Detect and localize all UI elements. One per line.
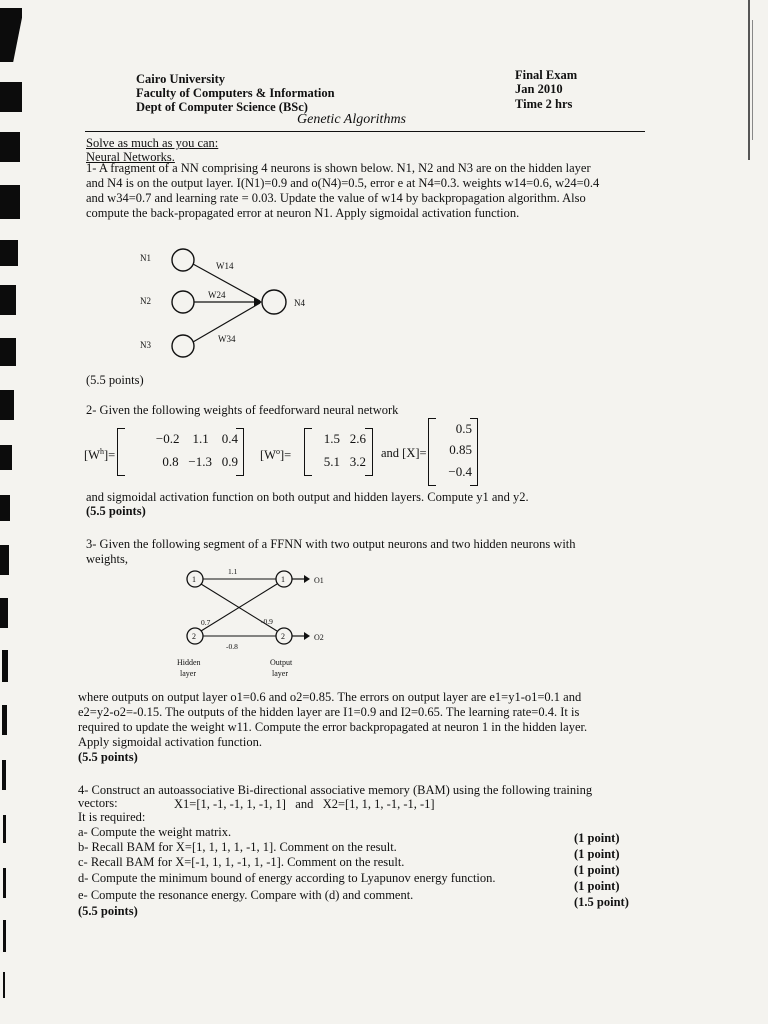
wo-row-2: 5.1 3.2 — [323, 454, 366, 469]
x-bracket-right — [470, 418, 478, 486]
neuron-n2 — [172, 291, 194, 313]
q1-points: (5.5 points) — [86, 373, 144, 387]
label-output-layer: Output — [270, 658, 293, 667]
department-name: Dept of Computer Science (BSc) — [136, 100, 308, 114]
q4-item-b-points: (1 point) — [574, 847, 620, 861]
wo-label: $[W^o]=$ — [260, 447, 292, 463]
q4-item-c: c- Recall BAM for X=[-1, 1, 1, -1, 1, -1]. Comment on the result. — [78, 855, 405, 869]
q4-item-d-points: (1 point) — [574, 879, 620, 893]
q4-item-b: b- Recall BAM for X=[1, 1, 1, 1, -1, 1]. Comment on the result. — [78, 840, 397, 854]
label-w14: W14 — [216, 261, 234, 271]
exam-date: Jan 2010 — [515, 82, 563, 96]
label-n2: N2 — [140, 296, 151, 306]
q1-line: 1- A fragment of a NN comprising 4 neurons is shown below. N1, N2 and N3 are on the hidden layer — [86, 161, 591, 175]
q1-line: and w34=0.7 and learning rate = 0.03. Update the value of w14 by backpropagation algorithm. Also — [86, 191, 586, 205]
wh-bracket-right — [236, 428, 244, 476]
q2-intro: 2- Given the following weights of feedforward neural network — [86, 403, 399, 417]
q4-points: (5.5 points) — [78, 904, 138, 918]
instructions: Solve as much as you can: — [86, 136, 219, 150]
q3-after-text — [78, 690, 587, 750]
label-o2: 2 — [281, 632, 285, 641]
q1-network-diagram — [130, 240, 330, 365]
q1-line: and N4 is on the output layer. I(N1)=0.9 and o(N4)=0.5, error e at N4=0.3. weights w14=0.6, w24=0.4 — [86, 176, 600, 190]
q3-network-diagram — [160, 564, 360, 684]
label-out1: O1 — [314, 576, 324, 585]
section-title: Neural Networks. — [86, 150, 175, 164]
label-out2: O2 — [314, 633, 324, 642]
wh-row-2: 0.8 −1.3 0.9 — [162, 454, 238, 469]
q4-intro: 4- Construct an autoassociative Bi-directional associative memory (BAM) using the following training — [78, 783, 593, 797]
q4-item-e-points: (1.5 point) — [574, 895, 629, 909]
q4-required: It is required: — [78, 810, 146, 824]
q1-line: compute the back-propagated error at neuron N1. Apply sigmoidal activation function. — [86, 206, 520, 220]
q4-item-a-points: (1 point) — [574, 831, 620, 845]
q2-matrices — [84, 418, 684, 488]
label-n1: N1 — [140, 253, 151, 263]
x-row-1: 0.5 — [455, 421, 472, 436]
label-o1: 1 — [281, 575, 285, 584]
x-label: and [X]= — [381, 446, 427, 460]
wo-bracket-right — [365, 428, 373, 476]
q3-after-line: e2=y2-o2=-0.15. The outputs of the hidden layer are I1=0.9 and I2=0.65. The learning rate=0.4. It is — [78, 705, 580, 719]
wh-label: $[W^h]=$ — [84, 447, 116, 463]
exam-title: Final Exam — [515, 68, 578, 82]
q4-vectors-label: vectors: — [78, 796, 118, 810]
q3-after-line: where outputs on output layer o1=0.6 and o2=0.85. The errors on output layer are e1=y1-o1=0.1 and — [78, 690, 582, 704]
q4-item-e: e- Compute the resonance energy. Compare with (d) and comment. — [78, 888, 414, 902]
wo-row-1: 1.5 2.6 — [323, 431, 366, 446]
label-h2: 2 — [192, 632, 196, 641]
label-n4: N4 — [294, 298, 305, 308]
q3-points: (5.5 points) — [78, 750, 138, 764]
label-w12: -0.9 — [261, 617, 273, 626]
q3-text — [86, 537, 576, 567]
neuron-n1 — [172, 249, 194, 271]
faculty-name: Faculty of Computers & Information — [136, 86, 335, 100]
q1-text — [86, 161, 599, 221]
neuron-n3 — [172, 335, 194, 357]
label-hidden-layer: Hidden — [177, 658, 201, 667]
q2-points: (5.5 points) — [86, 504, 146, 518]
q2-after: and sigmoidal activation function on both output and hidden layers. Compute y1 and y2. — [86, 490, 529, 504]
wh-row-1: −0.2 1.1 0.4 — [155, 431, 238, 446]
header-rule — [85, 131, 645, 132]
label-hidden-layer: layer — [180, 669, 196, 678]
x-row-2: 0.85 — [449, 442, 472, 457]
label-w21: 0.7 — [201, 618, 211, 627]
q3-after-line: required to update the weight w11. Compute the error backpropagated at neuron 1 in the hidden layer. — [78, 720, 588, 734]
label-w11: 1.1 — [228, 567, 238, 576]
neuron-n4 — [262, 290, 286, 314]
x-row-3: −0.4 — [448, 464, 472, 479]
label-output-layer: layer — [272, 669, 288, 678]
label-h1: 1 — [192, 575, 196, 584]
label-w22: -0.8 — [226, 642, 238, 651]
q3-line: weights, — [86, 552, 129, 566]
label-n3: N3 — [140, 340, 151, 350]
q4-item-c-points: (1 point) — [574, 863, 620, 877]
q3-after-line: Apply sigmoidal activation function. — [78, 735, 262, 749]
q4-item-a: a- Compute the weight matrix. — [78, 825, 232, 839]
label-w24: W24 — [208, 290, 226, 300]
q4-vectors: X1=[1, -1, -1, 1, -1, 1] and X2=[1, 1, 1, -1, -1, -1] — [174, 797, 435, 811]
exam-duration: Time 2 hrs — [515, 97, 573, 111]
course-title: Genetic Algorithms — [297, 112, 407, 127]
q3-line: 3- Given the following segment of a FFNN with two output neurons and two hidden neurons with — [86, 537, 576, 551]
arrowhead-icon — [254, 297, 262, 307]
q4-item-d: d- Compute the minimum bound of energy according to Lyapunov energy function. — [78, 871, 496, 885]
university-name: Cairo University — [136, 72, 225, 86]
label-w34: W34 — [218, 334, 236, 344]
arrowhead-icon — [304, 632, 310, 640]
arrowhead-icon — [304, 575, 310, 583]
